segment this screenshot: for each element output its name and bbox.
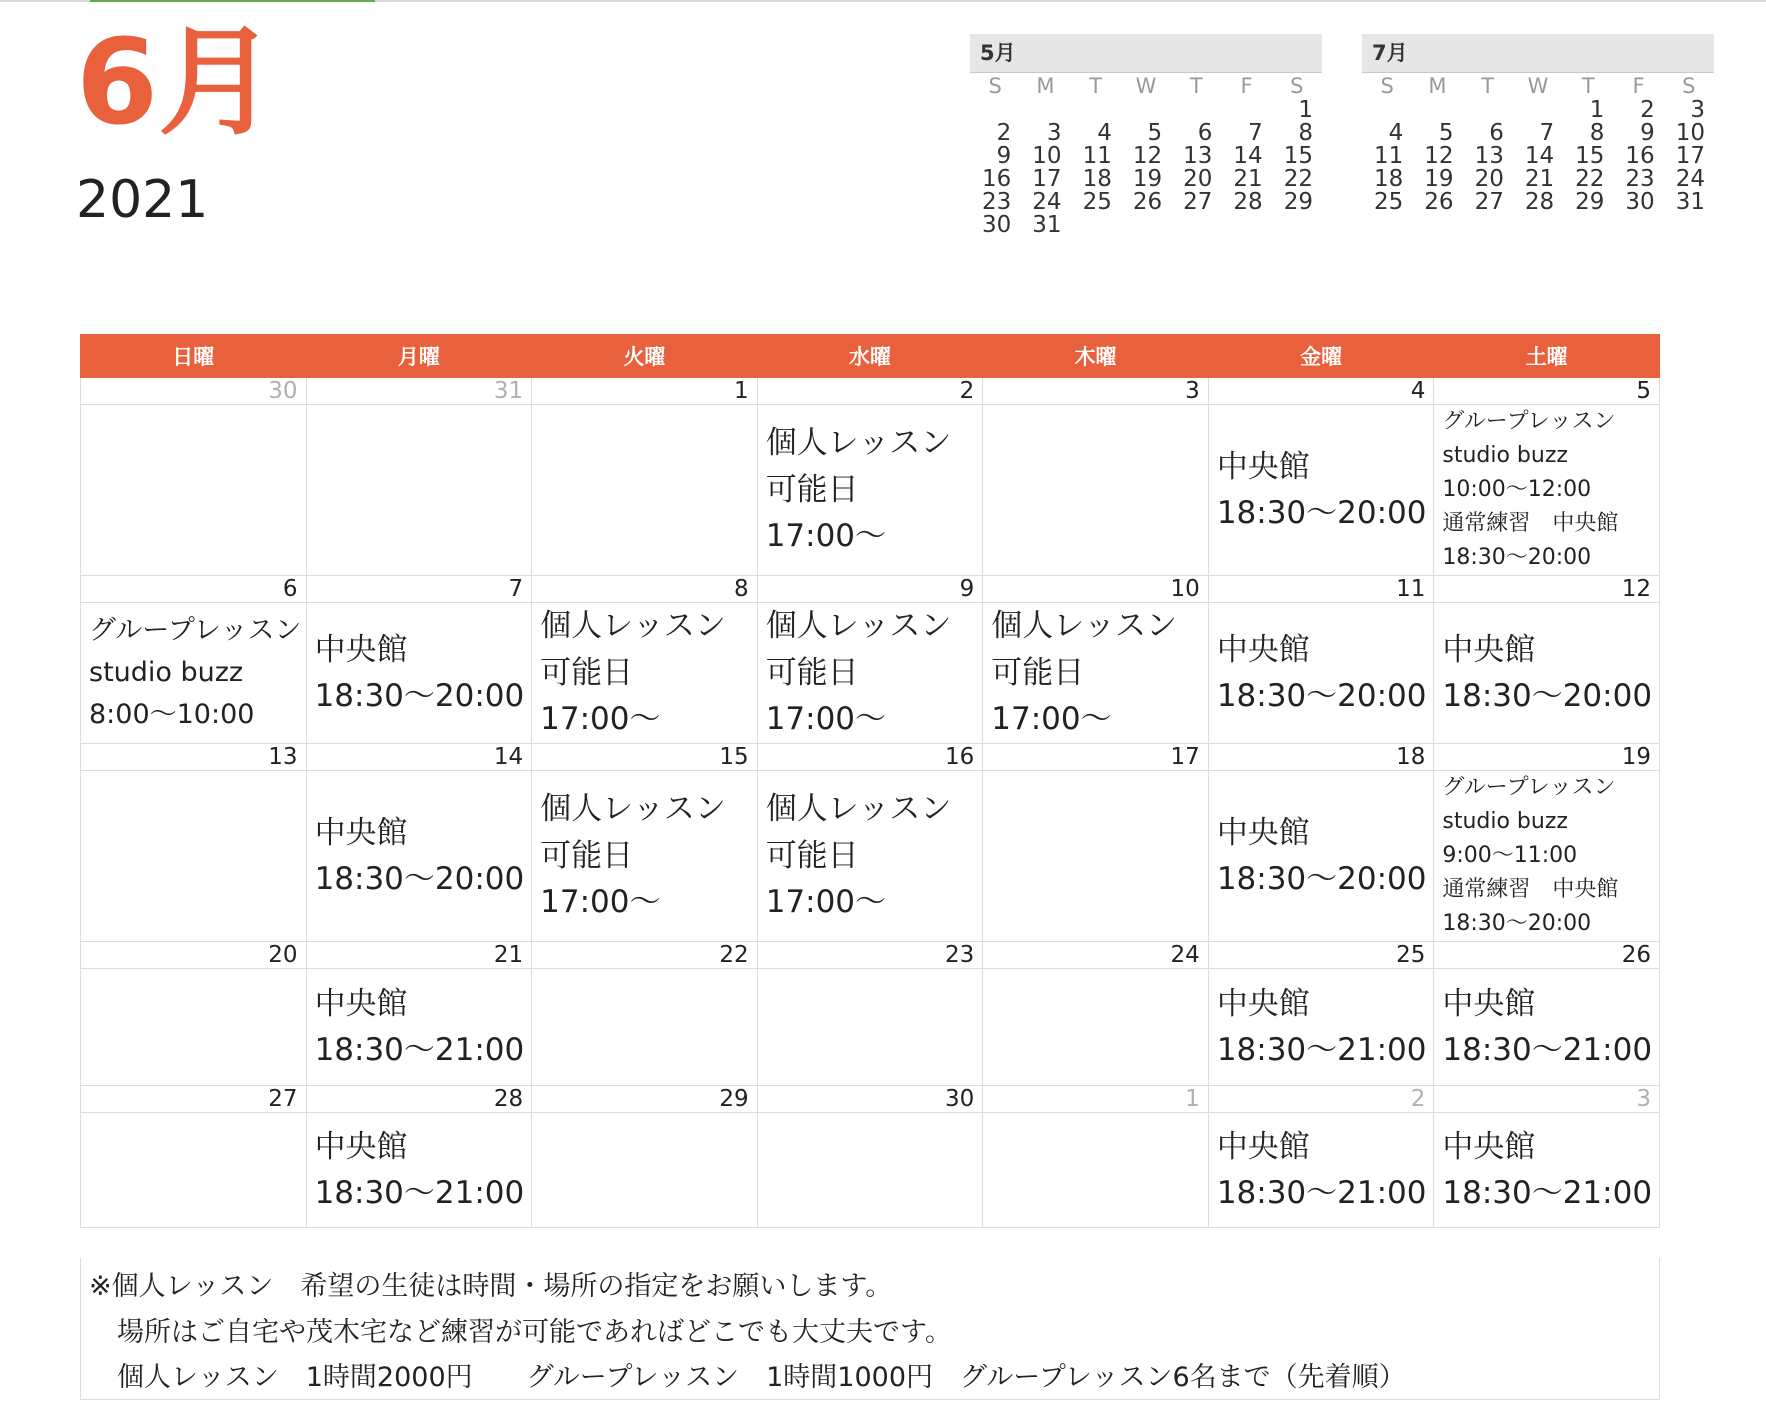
day-cell[interactable] [757, 1113, 983, 1228]
mini-day [1121, 214, 1171, 237]
mini-day [1513, 99, 1563, 122]
event-line: 個人レッスン [991, 608, 1177, 645]
day-cell[interactable] [532, 969, 758, 1086]
event-line: 中央館 [1216, 631, 1310, 668]
event-line: グループレッスン [89, 615, 302, 647]
mini-day: 20 [1474, 166, 1504, 192]
mini-day [1463, 99, 1513, 122]
mini-weekday-label: T [1481, 74, 1495, 98]
event-entry [1209, 627, 1434, 720]
date-number: 3 [1434, 1086, 1660, 1113]
event-line: 10:00〜12:00 [1442, 477, 1592, 503]
event-line: studio buzz [1442, 443, 1568, 469]
event-line: 中央館 [314, 1128, 408, 1165]
top-accent-bar [90, 0, 375, 2]
event-entry [758, 786, 983, 926]
event-line: 中央館 [1442, 631, 1536, 668]
event-entry [1434, 1124, 1659, 1217]
event-entry [307, 627, 532, 720]
day-cell[interactable] [532, 1113, 758, 1228]
mini-day: 13 [1474, 143, 1504, 169]
day-cell[interactable] [81, 405, 307, 576]
day-cell[interactable] [983, 969, 1209, 1086]
mini-weekday-label: M [1428, 74, 1447, 98]
mini-day: 20 [1183, 166, 1213, 192]
weekday-header: 土曜 [1434, 335, 1660, 378]
mini-day: 26 [1132, 189, 1163, 215]
event-line: 可能日 [765, 471, 859, 508]
mini-weekday-label: T [1089, 74, 1103, 98]
event-line: 可能日 [765, 837, 859, 874]
day-cell[interactable] [306, 603, 532, 744]
date-number: 12 [1434, 576, 1660, 603]
event-row [81, 1113, 1660, 1228]
mini-day: 26 [1424, 189, 1454, 215]
date-number: 10 [983, 576, 1209, 603]
mini-weekday-label: T [1189, 74, 1203, 98]
day-cell[interactable] [306, 405, 532, 576]
day-cell[interactable] [81, 1113, 307, 1228]
mini-day: 22 [1283, 166, 1313, 192]
day-cell[interactable] [1434, 405, 1660, 576]
event-row [81, 603, 1660, 744]
event-line: 可能日 [991, 654, 1085, 691]
day-cell[interactable] [306, 969, 532, 1086]
day-cell[interactable] [532, 770, 758, 941]
event-line: 17:00〜 [991, 701, 1112, 738]
mini-day: 25 [1374, 189, 1404, 215]
event-line: 中央館 [1442, 985, 1536, 1022]
event-entry [1209, 1124, 1434, 1217]
day-cell[interactable] [757, 969, 983, 1086]
mini-day: 1 [1589, 97, 1605, 123]
mini-calendar-may [970, 34, 1322, 237]
event-line: 18:30〜21:00 [1216, 1032, 1427, 1069]
mini-day: 5 [1147, 120, 1163, 146]
date-number: 15 [532, 743, 758, 770]
event-line: 中央館 [1216, 985, 1310, 1022]
day-cell[interactable] [1208, 1113, 1434, 1228]
event-entry [1434, 981, 1659, 1074]
event-line: 18:30〜21:00 [1442, 1175, 1653, 1212]
date-number: 7 [306, 576, 532, 603]
date-number: 28 [306, 1086, 532, 1113]
event-entry [532, 786, 757, 926]
event-line: 17:00〜 [540, 701, 661, 738]
day-cell[interactable] [1208, 969, 1434, 1086]
date-number: 31 [306, 378, 532, 405]
mini-day: 9 [996, 143, 1012, 169]
mini-day: 5 [1438, 120, 1454, 146]
event-entry [532, 603, 757, 743]
event-line: 18:30〜20:00 [1442, 545, 1592, 571]
event-line: 通常練習 中央館 [1442, 877, 1619, 903]
mini-day: 7 [1539, 120, 1555, 146]
event-entry [1434, 405, 1659, 575]
mini-day: 19 [1424, 166, 1454, 192]
mini-day: 15 [1283, 143, 1313, 169]
event-entry [1434, 627, 1659, 720]
event-line: グループレッスン [1442, 409, 1616, 434]
mini-day: 30 [982, 212, 1012, 238]
event-line: グループレッスン [1442, 774, 1616, 800]
date-number: 16 [757, 743, 983, 770]
date-number: 6 [81, 576, 307, 603]
date-number: 2 [1208, 1086, 1434, 1113]
date-number: 24 [983, 942, 1209, 969]
date-number: 5 [1434, 378, 1660, 405]
event-line: 18:30〜21:00 [1442, 1032, 1653, 1069]
event-line: 個人レッスン [765, 791, 952, 828]
mini-day: 3 [1046, 120, 1062, 146]
event-line: 17:00〜 [765, 701, 887, 738]
date-number: 9 [757, 576, 983, 603]
mini-day [1171, 214, 1221, 237]
mini-day: 12 [1424, 143, 1454, 169]
mini-day: 3 [1690, 97, 1705, 123]
mini-weekday-label: M [1036, 74, 1055, 98]
event-entry [307, 1124, 532, 1217]
mini-day: 4 [1388, 120, 1404, 146]
event-line: 可能日 [540, 654, 634, 691]
mini-weekday-label: S [988, 74, 1002, 98]
mini-day: 11 [1374, 143, 1404, 169]
event-line: 中央館 [1216, 448, 1310, 485]
date-number: 13 [81, 743, 307, 770]
mini-day: 11 [1082, 143, 1112, 169]
event-line: 中央館 [314, 631, 408, 668]
event-line: 個人レッスン [765, 425, 952, 462]
mini-day: 24 [1675, 166, 1705, 192]
mini-weekday-label: S [1290, 74, 1304, 98]
mini-day: 21 [1233, 166, 1263, 192]
mini-day: 6 [1197, 120, 1213, 146]
date-number-row [81, 1086, 1660, 1113]
event-entry [307, 981, 532, 1074]
day-cell[interactable] [983, 405, 1209, 576]
calendar-body [81, 378, 1660, 1228]
date-number: 1 [983, 1086, 1209, 1113]
mini-day: 31 [1032, 212, 1062, 238]
day-cell[interactable] [306, 1113, 532, 1228]
mini-day [1071, 99, 1121, 122]
weekday-header: 金曜 [1208, 335, 1434, 378]
note-line-3: 個人レッスン 1時間2000円 グループレッスン 1時間1000円 グループレッスン6名まで（先着順） [117, 1362, 1406, 1393]
date-number-row [81, 743, 1660, 770]
date-number: 2 [757, 378, 983, 405]
event-row [81, 770, 1660, 941]
event-line: 可能日 [540, 837, 634, 874]
event-line: 個人レッスン [540, 791, 726, 828]
date-number: 29 [532, 1086, 758, 1113]
event-entry [307, 810, 532, 903]
day-cell[interactable] [532, 603, 758, 744]
mini-day: 14 [1524, 143, 1555, 169]
mini-day: 19 [1132, 166, 1163, 192]
event-entry [758, 420, 983, 560]
mini-day: 22 [1575, 166, 1605, 192]
date-number: 17 [983, 743, 1209, 770]
mini-day: 16 [1625, 143, 1655, 169]
event-line: 中央館 [314, 985, 408, 1022]
weekday-header-row [81, 335, 1660, 378]
weekday-header: 木曜 [983, 335, 1209, 378]
day-cell[interactable] [757, 405, 983, 576]
date-number: 14 [306, 743, 532, 770]
event-line: 9:00〜11:00 [1442, 843, 1578, 869]
event-line: 18:30〜20:00 [314, 861, 525, 898]
day-cell[interactable] [1434, 1113, 1660, 1228]
event-line: 18:30〜20:00 [1442, 678, 1653, 715]
mini-weekday-label: S [1380, 74, 1394, 98]
event-line: 17:00〜 [765, 518, 887, 555]
mini-day [1272, 214, 1322, 237]
event-line: studio buzz [1442, 809, 1568, 835]
date-number: 19 [1434, 743, 1660, 770]
month-calendar [80, 334, 1660, 1228]
note-line-1: ※個人レッスン 希望の生徒は時間・場所の指定をお願いします。 [89, 1271, 893, 1302]
mini-weekday-label: F [1240, 74, 1253, 98]
mini-day [1412, 99, 1462, 122]
date-number: 22 [532, 942, 758, 969]
event-line: 18:30〜20:00 [1216, 678, 1427, 715]
event-line: 18:30〜20:00 [1216, 495, 1427, 532]
date-number: 11 [1208, 576, 1434, 603]
event-entry [81, 610, 306, 736]
day-cell[interactable] [757, 770, 983, 941]
mini-day: 15 [1575, 143, 1605, 169]
mini-day: 18 [1374, 166, 1404, 192]
date-number: 18 [1208, 743, 1434, 770]
mini-day: 27 [1183, 189, 1213, 215]
date-number-row [81, 942, 1660, 969]
notes-box [80, 1258, 1660, 1400]
mini-calendar-jul [1362, 34, 1714, 214]
date-number: 3 [983, 378, 1209, 405]
mini-day [970, 99, 1020, 122]
event-line: studio buzz [89, 657, 244, 689]
date-number: 4 [1208, 378, 1434, 405]
event-line: 個人レッスン [765, 608, 952, 645]
mini-weekday-label: F [1632, 74, 1645, 98]
day-cell[interactable] [1208, 603, 1434, 744]
mini-day: 12 [1132, 143, 1163, 169]
mini-day [1071, 214, 1121, 237]
date-number: 27 [81, 1086, 307, 1113]
date-number: 20 [81, 942, 307, 969]
mini-day: 13 [1183, 143, 1213, 169]
event-line: 可能日 [765, 654, 859, 691]
mini-day: 7 [1248, 120, 1263, 146]
day-cell[interactable] [983, 770, 1209, 941]
event-line: 18:30〜20:00 [1216, 861, 1427, 898]
mini-weekday-label: S [1682, 74, 1696, 98]
date-number: 30 [81, 378, 307, 405]
weekday-header: 火曜 [532, 335, 758, 378]
day-cell[interactable] [1208, 770, 1434, 941]
event-line: 中央館 [1442, 1128, 1536, 1165]
mini-calendar-grid [970, 73, 1322, 237]
event-line: 中央館 [1216, 814, 1310, 851]
mini-day: 8 [1298, 120, 1313, 146]
weekday-header: 月曜 [306, 335, 532, 378]
weekday-header: 水曜 [757, 335, 983, 378]
event-entry [1209, 444, 1434, 537]
day-cell[interactable] [757, 603, 983, 744]
day-cell[interactable] [81, 770, 307, 941]
date-number-row [81, 576, 1660, 603]
mini-day [1171, 99, 1221, 122]
date-number: 23 [757, 942, 983, 969]
event-line: 通常練習 中央館 [1442, 511, 1619, 537]
mini-day [1020, 99, 1070, 122]
day-cell[interactable] [1434, 770, 1660, 941]
date-number: 21 [306, 942, 532, 969]
event-row [81, 405, 1660, 576]
date-number: 25 [1208, 942, 1434, 969]
weekday-header: 日曜 [81, 335, 307, 378]
mini-weekday-label: W [1527, 74, 1549, 98]
day-cell[interactable] [983, 1113, 1209, 1228]
mini-day: 31 [1675, 189, 1705, 215]
mini-day: 29 [1283, 189, 1313, 215]
date-number-row [81, 378, 1660, 405]
day-cell[interactable] [306, 770, 532, 941]
event-line: 17:00〜 [765, 884, 887, 921]
event-line: 18:30〜20:00 [1442, 911, 1592, 937]
mini-day: 10 [1032, 143, 1062, 169]
mini-day: 30 [1625, 189, 1655, 215]
mini-day: 18 [1082, 166, 1112, 192]
mini-day [1221, 99, 1271, 122]
mini-day: 2 [1640, 97, 1655, 123]
mini-day: 6 [1489, 120, 1504, 146]
mini-day: 28 [1233, 189, 1263, 215]
day-cell[interactable] [81, 603, 307, 744]
day-cell[interactable] [983, 603, 1209, 744]
day-cell[interactable] [1434, 603, 1660, 744]
mini-day: 24 [1032, 189, 1062, 215]
mini-day [1221, 214, 1271, 237]
day-cell[interactable] [1208, 405, 1434, 576]
mini-day: 17 [1032, 166, 1062, 192]
mini-day: 4 [1097, 120, 1112, 146]
month-title: 6月 [76, 13, 277, 151]
event-entry [1209, 810, 1434, 903]
day-cell[interactable] [532, 405, 758, 576]
mini-day: 1 [1298, 97, 1313, 123]
year-title: 2021 [76, 170, 209, 230]
event-entry [1434, 771, 1659, 941]
date-number: 26 [1434, 942, 1660, 969]
mini-day: 9 [1640, 120, 1655, 146]
event-line: 18:30〜21:00 [1216, 1175, 1427, 1212]
date-number: 30 [757, 1086, 983, 1113]
event-line: 18:30〜21:00 [314, 1032, 525, 1069]
mini-day: 29 [1575, 189, 1605, 215]
mini-weekday-label: T [1581, 74, 1595, 98]
mini-day: 23 [1625, 166, 1655, 192]
event-entry [1209, 981, 1434, 1074]
event-line: 18:30〜21:00 [314, 1175, 525, 1212]
mini-day: 16 [982, 166, 1012, 192]
mini-day: 10 [1675, 120, 1705, 146]
note-line-2: 場所はご自宅や茂木宅など練習が可能であればどこでも大丈夫です。 [117, 1317, 952, 1348]
mini-day: 28 [1524, 189, 1555, 215]
mini-day: 27 [1474, 189, 1504, 215]
mini-day: 25 [1082, 189, 1112, 215]
mini-day [1121, 99, 1171, 122]
event-line: 17:00〜 [540, 884, 661, 921]
mini-day: 8 [1589, 120, 1605, 146]
date-number: 8 [532, 576, 758, 603]
event-entry [758, 603, 983, 743]
mini-calendar-grid [1362, 73, 1714, 214]
day-cell[interactable] [1434, 969, 1660, 1086]
mini-weekday-label: W [1135, 74, 1157, 98]
event-line: 中央館 [314, 814, 408, 851]
mini-day: 17 [1675, 143, 1705, 169]
event-line: 18:30〜20:00 [314, 678, 525, 715]
event-entry [983, 603, 1208, 743]
mini-day: 2 [996, 120, 1012, 146]
mini-day: 21 [1524, 166, 1555, 192]
event-row [81, 969, 1660, 1086]
date-number: 1 [532, 378, 758, 405]
mini-day: 14 [1233, 143, 1263, 169]
mini-calendar-title: 5月 [970, 34, 1322, 73]
mini-calendar-title: 7月 [1362, 34, 1714, 73]
event-line: 中央館 [1216, 1128, 1310, 1165]
day-cell[interactable] [81, 969, 307, 1086]
event-line: 8:00〜10:00 [89, 699, 255, 731]
event-line: 個人レッスン [540, 608, 726, 645]
mini-day: 23 [982, 189, 1012, 215]
mini-day [1362, 99, 1412, 122]
